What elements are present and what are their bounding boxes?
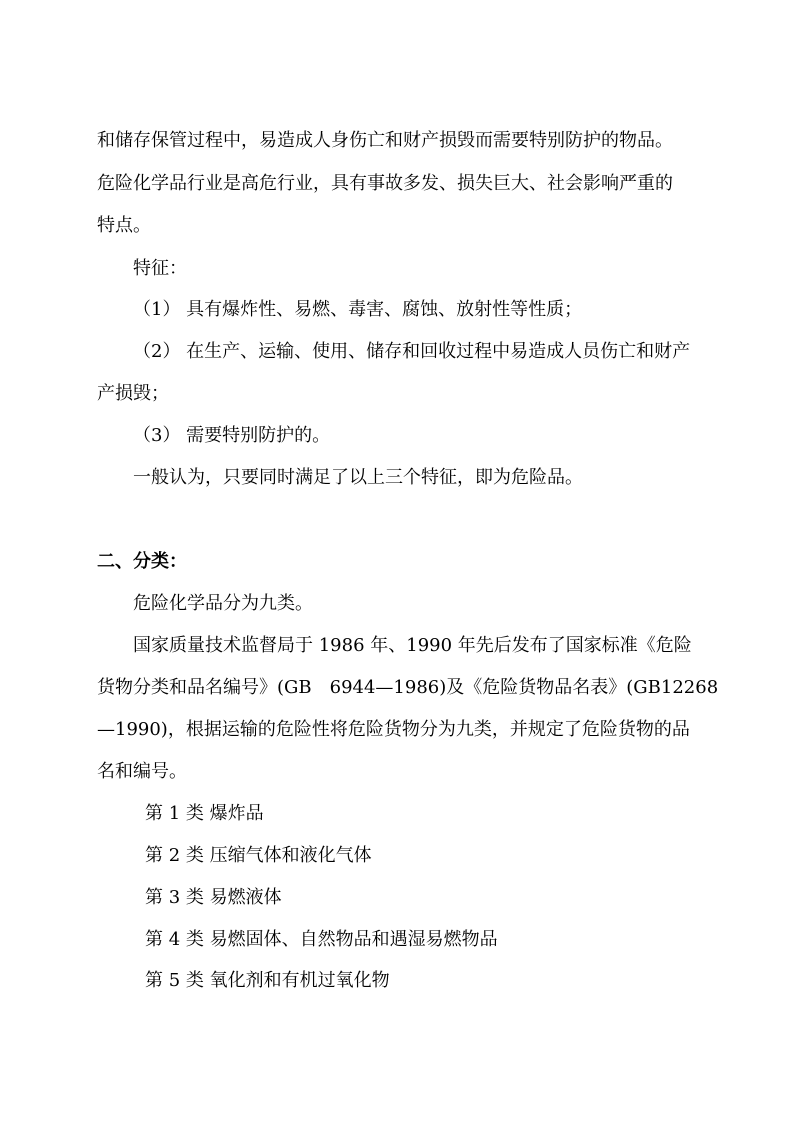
section-heading: 二、分类： xyxy=(97,551,187,572)
class-list-item-2: 第 2 类 压缩气体和液化气体 xyxy=(145,845,372,866)
intro-line-3: 特点。 xyxy=(97,215,151,236)
class-list-item-4: 第 4 类 易燃固体、自然物品和遇湿易燃物品 xyxy=(145,929,498,950)
features-label: 特征： xyxy=(133,258,187,279)
standard-paragraph-line-4: 名和编号。 xyxy=(97,761,187,782)
feature-item-1: （1） 具有爆炸性、易燃、毒害、腐蚀、放射性等性质； xyxy=(133,299,583,320)
standard-paragraph-line-3: —1990)，根据运输的危险性将危险货物分为九类，并规定了危险货物的品 xyxy=(97,719,690,740)
feature-item-2-line-2: 产损毁； xyxy=(97,383,169,404)
feature-item-2-line-1: （2） 在生产、运输、使用、储存和回收过程中易造成人员伤亡和财产 xyxy=(133,341,691,362)
conclusion-paragraph: 一般认为，只要同时满足了以上三个特征，即为危险品。 xyxy=(133,467,583,488)
standard-paragraph-line-2: 货物分类和品名编号》(GB 6944—1986)及《危险货物品名表》(GB12268 xyxy=(97,677,719,698)
feature-item-3: （3） 需要特别防护的。 xyxy=(133,425,331,446)
classification-summary: 危险化学品分为九类。 xyxy=(133,593,313,614)
class-list-item-1: 第 1 类 爆炸品 xyxy=(145,803,264,824)
intro-line-1: 和储存保管过程中，易造成人身伤亡和财产损毁而需要特别防护的物品。 xyxy=(97,130,673,151)
standard-paragraph-line-1: 国家质量技术监督局于 1986 年、1990 年先后发布了国家标准《危险 xyxy=(133,635,692,656)
class-list-item-3: 第 3 类 易燃液体 xyxy=(145,887,282,908)
class-list-item-5: 第 5 类 氧化剂和有机过氧化物 xyxy=(145,970,390,991)
intro-line-2: 危险化学品行业是高危行业，具有事故多发、损失巨大、社会影响严重的 xyxy=(97,173,673,194)
